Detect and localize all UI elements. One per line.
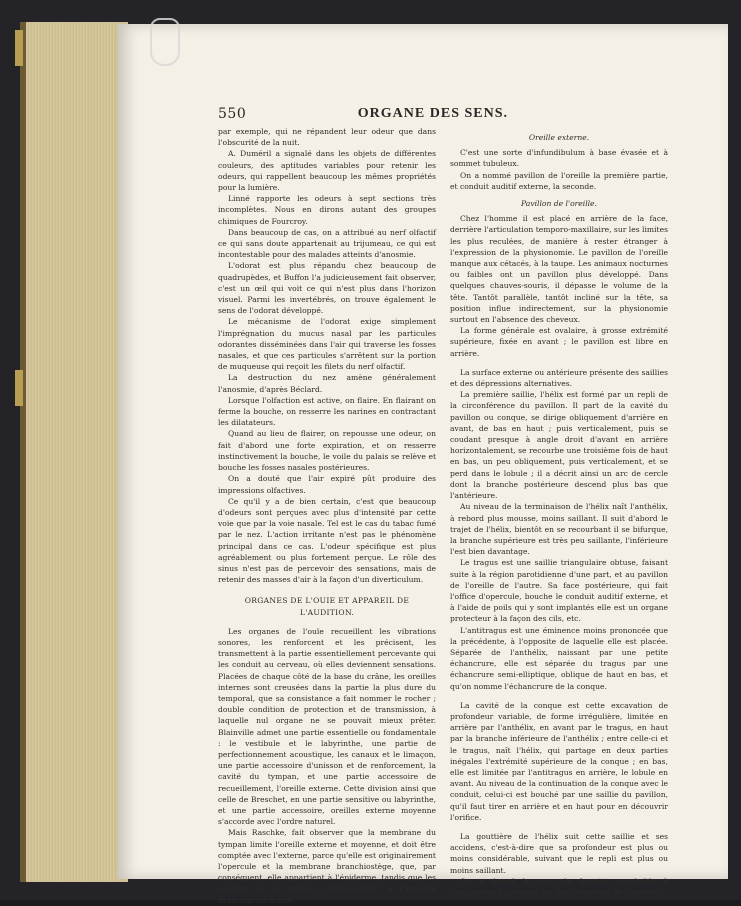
paragraph: par exemple, qui ne répandent leur odeur que dans l'obscurité de la nuit. [218, 127, 436, 148]
paragraph: On a donné le nom de fossette scaphoïde à l'excavation qui sépare les deux branches de l'anthélix. [450, 876, 668, 897]
paragraph: Chez l'homme il est placé en arrière de la face, derrière l'articulation temporo-maxillaire, sur les limites les plus reculées, de manière à rester étranger à l'expression de la physionomie. Le pavillon de l'oreille manque aux cétacés, à la taupe. Les animaux nocturnes ou faibles ont un pavillon plus développé. Dans quelques chauves-souris, il dépasse le volume de la tête. Tantôt parallèle, tantôt incliné sur la tête, sa position influe indirectement, sur la physionomie surtout en l'absence des cheveux. [450, 214, 668, 325]
paragraph: On a douté que l'air expiré pût produire des impressions olfactives. [218, 474, 436, 495]
section-heading: ORGANES DE L'OUIE ET APPAREIL DE L'AUDITION. [244, 596, 410, 617]
subheading: Pavillon de l'oreille. [521, 199, 597, 209]
paper-clip-icon [150, 18, 180, 66]
paragraph: Le mécanisme de l'odorat exige simplement l'imprégnation du mucus nasal par les particules odorantes disséminées dans l'air qui traverse les fosses nasales, et que ces particules s'arrêtent sur la portion de muqueuse qui reçoit les filets du nerf olfactif. [218, 317, 436, 372]
paragraph: On a nommé pavillon de l'oreille la première partie, et conduit auditif externe, la seconde. [450, 170, 668, 191]
left-column [218, 126, 436, 906]
paragraph: Quand au lieu de flairer, on repousse une odeur, on fait d'abord une forte expiration, et on resserre instinctivement la bouche, le voile du palais se relève et bouche les fosses nasales postérieures. [218, 429, 436, 473]
paragraph: C'est une sorte d'infundibulum à base évasée et à sommet tubuleux. [450, 148, 668, 169]
paragraph: Au niveau de la terminaison de l'hélix naît l'anthélix, à rebord plus mousse, moins saillant. Il suit d'abord le trajet de l'hélix, bientôt en se recourbant il se bifurque, la branche supérieure est très peu saillante, l'inférieure l'est bien davantage. [450, 502, 668, 557]
page-tab-marker [15, 370, 23, 406]
paragraph: La première saillie, l'hélix est formé par un repli de la circonférence du pavillon. Il part de la cavité du pavillon ou conque, se dirige obliquement d'arrière en avant, de bas en haut ; puis verticalement, puis se coudant presque à angle droit d'avant en arrière horizontalement, se recourbe une troisième fois de haut en bas, un peu obliquement, puis verticalement, et se perd dans le lobule ; il a décrit ainsi un arc de cercle dont la branche postérieure descend plus bas que l'antérieure. [450, 390, 668, 501]
paragraph: Linné rapporte les odeurs à sept sections très incomplètes. Nous en dirons autant des groupes chimiques de Fourcroy. [218, 194, 436, 226]
paragraph: L'antitragus est une éminence moins prononcée que la précédente, à l'opposite de laquelle elle est placée. Séparée de l'anthélix, naissant par une petite échancrure, elle est séparée du tragus par une échancrure semi-elliptique, oblique de haut en bas, et qu'on nomme l'échancrure de la conque. [450, 625, 668, 691]
paragraph: La cavité de la conque est cette excavation de profondeur variable, de forme irrégulière, limitée en arrière par l'anthélix, en avant par le tragus, en haut par la branche inférieure de l'anthélix ; entre celle-ci et le tragus, naît l'hélix, qui partage en deux parties inégales l'extrémité supérieure de la conque ; en bas, elle est limitée par l'antitragus en arrière, le lobule en avant. Au niveau de la continuation de la conque avec le conduit, celui-ci est bouché par une saillie du pavillon, qu'il faut tirer en arrière et en haut pour en découvrir l'orifice. [450, 700, 668, 822]
paragraph: Le tragus est une saillie triangulaire obtuse, faisant suite à la région parotidienne d'une part, et au pavillon de l'oreille de l'autre. Sa face postérieure, qui fait l'office d'opercule, bouche le conduit auditif externe, et à l'aide de poils qui y sont implantés elle est un organe protecteur à la façon des cils, etc. [450, 558, 668, 624]
paragraph: Ce qu'il y a de bien certain, c'est que beaucoup d'odeurs sont perçues avec plus d'intensité par cette voie que par la voie nasale. Tel est le cas du tabac fumé par le nez. L'action irritante n'est pas le phénomène principal dans ce cas. L'odeur spécifique est plus agréablement ou plus fortement perçue. Le rôle des sinus n'est pas de percevoir des sensations, mais de retenir des masses d'air à la façon d'un diverticulum. [218, 496, 436, 585]
page-number: 550 [218, 106, 247, 122]
right-column [450, 126, 668, 898]
paragraph: Dans beaucoup de cas, on a attribué au nerf olfactif ce qui sans doute appartenait au trijumeau, ce qui est incontestable pour des malades atteints d'anosmie. [218, 227, 436, 260]
subheading: Oreille externe. [528, 133, 590, 142]
paragraph: La surface externe ou antérieure présente des saillies et des dépressions alternatives. [450, 367, 668, 389]
paragraph: Mais Raschke, fait observer que la membrane du tympan limite l'oreille externe et moyenne, et doit être comptée avec l'externe, parce qu'elle est originairement l'opercule et la membrane branchiostège, que, par conséquent, elle appartient à l'épiderme, tandis que les osselets et le tympan correspondent à l'appareil branchial lui-même. [218, 828, 436, 905]
paragraph: A. Duméril a signalé dans les objets de différentes couleurs, des aptitudes variables pour retenir les odeurs, qui rappellent beaucoup les mêmes propriétés pour la lumière. [218, 149, 436, 193]
paragraph: Les organes de l'ouïe recueillent les vibrations sonores, les renforcent et les précisent, les transmettent à la partie essentiellement percevante qui les conduit au cerveau, où elles deviennent sensations. Placées de chaque côté de la base du crâne, les oreilles internes sont creusées dans la partie la plus dure du temporal, que sa consistance a fait nommer le rocher ; double condition de protection et de transmission, à laquelle nul organe ne se pouvait mieux prêter. Blainville admet une partie essentielle ou fondamentale : le vestibule et le labyrinthe, une partie de perfectionnement acoustique, les canaux et le limaçon, une partie accessoire d'unisson et de renforcement, la cavité du tympan, et une partie accessoire de recueillement, l'oreille externe. Cette division ainsi que celle de Breschet, en une partie sensitive ou labyrinthe, et une partie accessoire, oreilles externe moyenne s'accorde avec l'ordre naturel. [218, 626, 436, 827]
paragraph: Lorsque l'olfaction est active, on flaire. En flairant on ferme la bouche, on resserre les narines en contractant les dilatateurs. [218, 395, 436, 428]
book-page-edges [20, 22, 128, 882]
paragraph: L'odorat est plus répandu chez beaucoup de quadrupèdes, et Buffon l'a judicieusement fait observer, c'est un œil qui voit ce qui n'est plus dans l'horizon visuel. Parmi les invertébrés, on trouve également le sens de l'odorat développé. [218, 261, 436, 316]
paragraph: La destruction du nez amène généralement l'anosmie, d'après Béclard. [218, 373, 436, 394]
page-tab-marker [15, 30, 23, 66]
paragraph: La forme générale est ovalaire, à grosse extrémité supérieure, fixée en avant ; le pavillon est libre en arrière. [450, 326, 668, 358]
page-title: ORGANE DES SENS. [357, 106, 508, 121]
paragraph: La gouttière de l'hélix suit cette saillie et ses accidens, c'est-à-dire que sa profondeur est plus ou moins considérable, suivant que le repli est plus ou moins saillant. [450, 831, 668, 875]
